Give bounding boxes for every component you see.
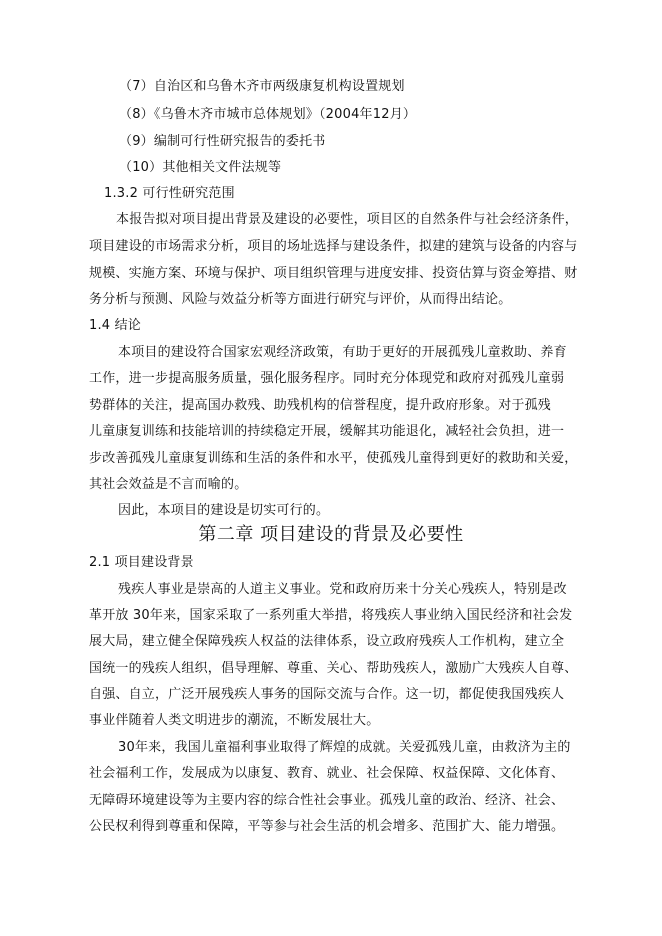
- paragraph-line: 规模、实施方案、环境与保护、项目组织管理与进度安排、投资估算与资金筹措、财: [89, 266, 578, 281]
- paragraph-line: 工作，进一步提高服务质量，强化服务程序。同时充分体现党和政府对孤残儿童弱: [89, 371, 565, 386]
- section-heading-2-1: 2.1 项目建设背景: [89, 555, 194, 570]
- section-heading-1-4: 1.4 结论: [89, 318, 142, 333]
- section-heading-1-3-2: 1.3.2 可行性研究范围: [104, 186, 235, 201]
- paragraph-line: 事业伴随着人类文明进步的潮流，不断发展壮大。: [89, 713, 380, 728]
- paragraph-line: 30年来，我国儿童福利事业取得了辉煌的成就。关爱孤残儿童，由救济为主的: [118, 740, 571, 755]
- paragraph-line: 其社会效益是不言而喻的。: [89, 477, 248, 492]
- paragraph-line: 国统一的残疾人组织，倡导理解、尊重、关心、帮助残疾人，激励广大残疾人自尊、: [89, 661, 578, 676]
- paragraph-line: 儿童康复训练和技能培训的持续稳定开展，缓解其功能退化，减轻社会负担，进一: [89, 424, 565, 439]
- paragraph-line: 公民权利得到尊重和保障，平等参与社会生活的机会增多、范围扩大、能力增强。: [89, 819, 565, 834]
- chapter-title: 第二章 项目建设的背景及必要性: [198, 524, 464, 545]
- paragraph-line: 本报告拟对项目提出背景及建设的必要性，项目区的自然条件与社会经济条件，: [116, 212, 579, 227]
- list-item-9: （9）编制可行性研究报告的委托书: [119, 134, 326, 149]
- paragraph-line: 势群体的关注，提高国办救残、助残机构的信誉程度，提升政府形象。对于孤残: [89, 398, 552, 413]
- paragraph-line: 项目建设的市场需求分析，项目的场址选择与建设条件，拟建的建筑与设备的内容与: [89, 239, 578, 254]
- paragraph-line: 务分析与预测、风险与效益分析等方面进行研究与评价，从而得出结论。: [89, 292, 512, 307]
- paragraph-line: 残疾人事业是崇高的人道主义事业。党和政府历来十分关心残疾人，特别是改: [118, 582, 567, 597]
- paragraph-line: 展大局，建立健全保障残疾人权益的法律体系，设立政府残疾人工作机构，建立全: [89, 634, 565, 649]
- paragraph-line: 本项目的建设符合国家宏观经济政策，有助于更好的开展孤残儿童救助、养育: [118, 345, 567, 360]
- paragraph-line: 社会福利工作，发展成为以康复、教育、就业、社会保障、权益保障、文化体育、: [89, 766, 565, 781]
- list-item-8: （8）《乌鲁木齐市城市总体规划》（2004年12月）: [119, 107, 417, 122]
- list-item-10: （10）其他相关文件法规等: [119, 160, 282, 175]
- conclusion-line: 因此，本项目的建设是切实可行的。: [118, 503, 330, 518]
- paragraph-line: 无障碍环境建设等为主要内容的综合性社会事业。孤残儿童的政治、经济、社会、: [89, 793, 565, 808]
- paragraph-line: 革开放 30年来，国家采取了一系列重大举措，将残疾人事业纳入国民经济和社会发: [89, 608, 573, 623]
- paragraph-line: 步改善孤残儿童康复训练和生活的条件和水平，使孤残儿童得到更好的救助和关爱，: [89, 451, 578, 466]
- paragraph-line: 自强、自立，广泛开展残疾人事务的国际交流与合作。这一切，都促使我国残疾人: [89, 687, 565, 702]
- list-item-7: （7）自治区和乌鲁木齐市两级康复机构设置规划: [119, 79, 405, 94]
